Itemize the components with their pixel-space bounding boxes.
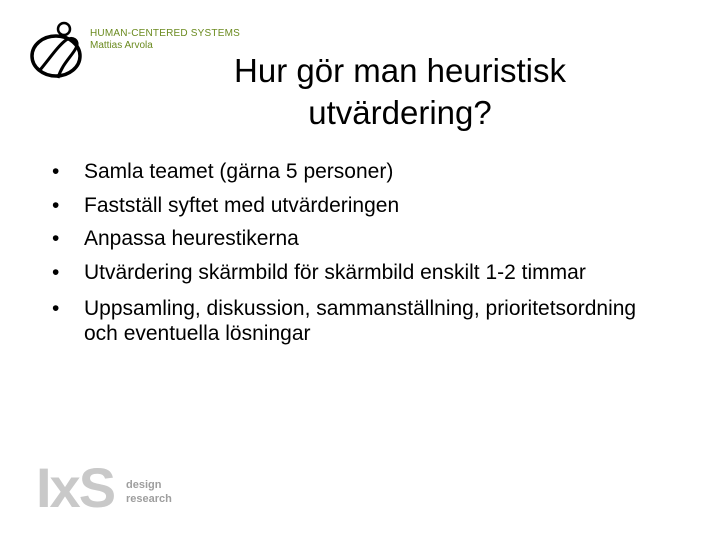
footer-tagline-line-1: design <box>126 479 162 491</box>
bullet-item <box>52 194 652 219</box>
person-in-circle-logo-icon <box>28 20 90 82</box>
org-name: HUMAN-CENTERED SYSTEMS <box>90 28 240 39</box>
bullet-item <box>52 227 652 252</box>
slide-title-line-1: Hur gör man heuristisk <box>234 52 566 89</box>
slide-title <box>160 50 640 134</box>
bullet-list <box>52 160 652 358</box>
slide-title-line-2: utvärdering? <box>308 94 492 131</box>
org-author: Mattias Arvola <box>90 40 153 51</box>
bullet-text: Uppsamling, diskussion, sammanställning, prioritetsordning och eventuella lösningar <box>84 297 637 345</box>
ixs-brand-logo: IxS <box>36 456 115 519</box>
bullet-dot: • <box>52 260 60 284</box>
bullet-item <box>52 297 652 346</box>
bullet-dot: • <box>52 227 60 250</box>
bullet-dot: • <box>52 160 60 183</box>
bullet-dot: • <box>52 193 60 217</box>
bullet-dot: • <box>52 297 60 320</box>
bullet-item <box>52 160 652 185</box>
footer-tagline-line-2: research <box>126 493 172 505</box>
bullet-item <box>52 261 652 286</box>
bullet-text: Samla teamet (gärna 5 personer) <box>84 160 394 183</box>
bullet-text: Utvärdering skärmbild för skärmbild enskilt 1-2 timmar <box>84 260 586 284</box>
bullet-text: Fastställ syftet med utvärderingen <box>84 193 400 217</box>
bullet-text: Anpassa heurestikerna <box>84 227 299 250</box>
footer-tagline <box>126 478 172 506</box>
